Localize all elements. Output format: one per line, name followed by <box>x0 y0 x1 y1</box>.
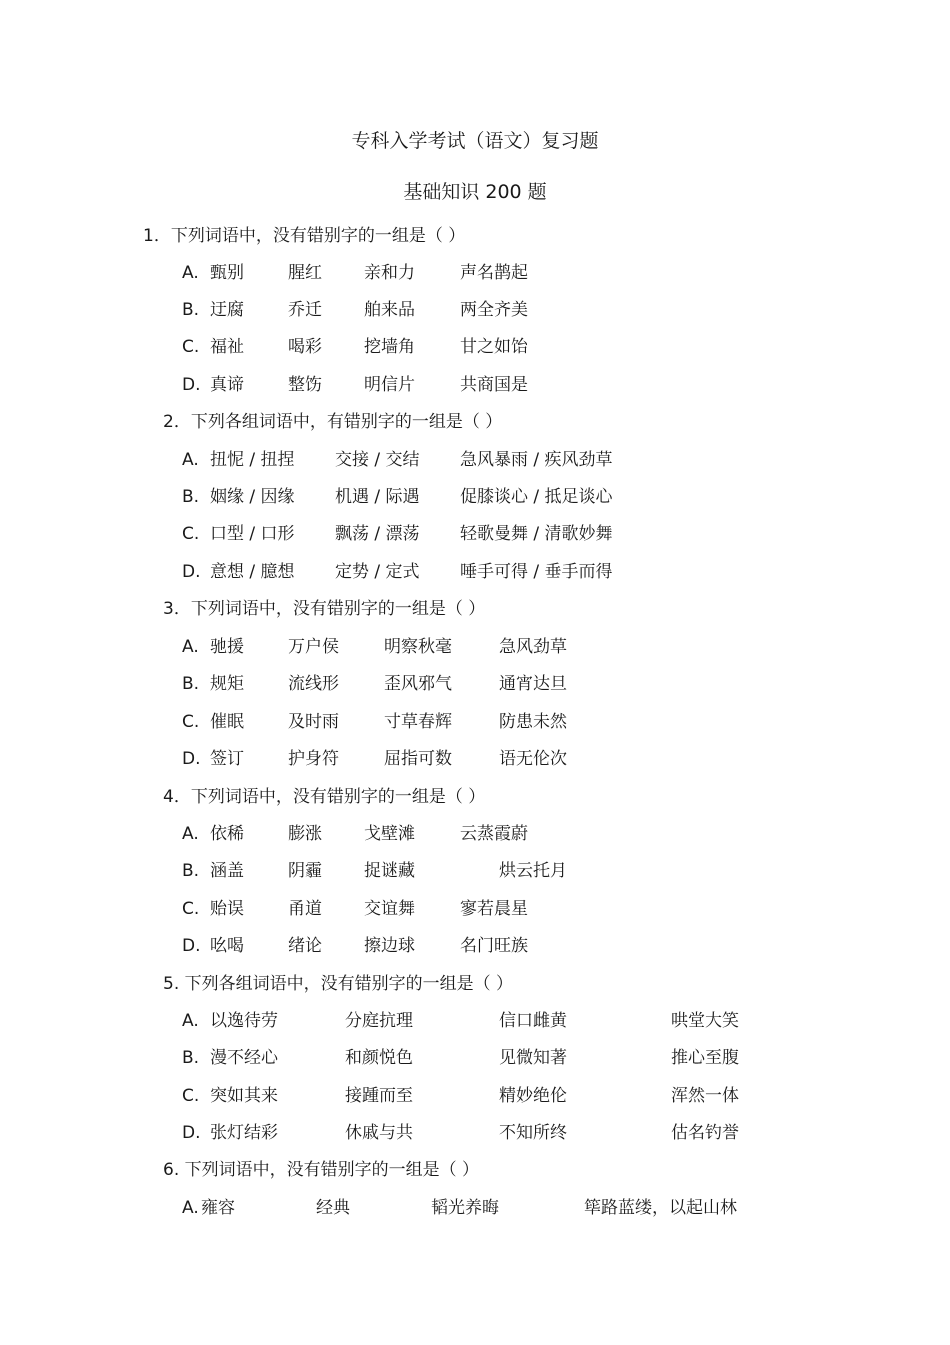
option-letter: B. <box>182 861 200 881</box>
option-item: 舶来品 <box>364 300 415 320</box>
question-stem: 5. 下列各组词语中，没有错别字的一组是（ ） <box>163 974 514 994</box>
option-letter: B. <box>182 674 200 694</box>
option-letter: B. <box>182 1048 200 1068</box>
option-item: 乔迁 <box>288 300 322 320</box>
option-letter: B. <box>182 487 200 507</box>
option-item: 接踵而至 <box>345 1086 413 1106</box>
option-item: 寸草春辉 <box>384 712 452 732</box>
option-item: 签订 <box>210 749 244 769</box>
option-letter: A. <box>182 824 199 844</box>
option-item: 唾手可得 / 垂手而得 <box>460 562 613 582</box>
option-letter: D. <box>182 375 201 395</box>
option-item: 急风劲草 <box>499 637 567 657</box>
option-item: 雍容 <box>201 1198 235 1218</box>
option-item: 擦边球 <box>364 936 415 956</box>
document-title: 专科入学考试（语文）复习题 <box>351 130 599 152</box>
option-item: 共商国是 <box>460 375 528 395</box>
option-item: 哄堂大笑 <box>671 1011 739 1031</box>
option-item: 催眠 <box>210 712 244 732</box>
option-item: 突如其来 <box>210 1086 278 1106</box>
option-item: 浑然一体 <box>671 1086 739 1106</box>
option-item: 张灯结彩 <box>210 1123 278 1143</box>
option-item: 屈指可数 <box>384 749 452 769</box>
option-item: 防患未然 <box>499 712 567 732</box>
option-item: 机遇 / 际遇 <box>335 487 420 507</box>
question-stem: 4．下列词语中，没有错别字的一组是（ ） <box>163 787 486 807</box>
option-item: 两全齐美 <box>460 300 528 320</box>
option-item: 甬道 <box>288 899 322 919</box>
option-letter: A. <box>182 637 199 657</box>
option-letter: A. <box>182 450 199 470</box>
option-item: 信口雌黄 <box>499 1011 567 1031</box>
option-item: 姻缘 / 因缘 <box>210 487 295 507</box>
option-letter: C. <box>182 712 200 732</box>
option-item: 甘之如饴 <box>460 337 528 357</box>
option-item: 轻歌曼舞 / 清歌妙舞 <box>460 524 613 544</box>
option-item: 挖墙角 <box>364 337 415 357</box>
option-item: 筚路蓝缕，以起山林 <box>584 1198 737 1218</box>
option-item: 云蒸霞蔚 <box>460 824 528 844</box>
option-item: 交接 / 交结 <box>335 450 420 470</box>
option-item: 吆喝 <box>210 936 244 956</box>
option-item: 喝彩 <box>288 337 322 357</box>
option-letter: A. <box>182 1011 199 1031</box>
option-item: 漫不经心 <box>210 1048 278 1068</box>
option-item: 交谊舞 <box>364 899 415 919</box>
option-item: 定势 / 定式 <box>335 562 420 582</box>
option-item: 通宵达旦 <box>499 674 567 694</box>
option-item: 扭怩 / 扭捏 <box>210 450 295 470</box>
option-letter: C. <box>182 899 200 919</box>
question-stem: 1．下列词语中，没有错别字的一组是（ ） <box>143 226 466 246</box>
option-item: 流线形 <box>288 674 339 694</box>
option-item: 明信片 <box>364 375 415 395</box>
option-item: 意想 / 臆想 <box>210 562 295 582</box>
option-letter: D. <box>182 562 201 582</box>
option-item: 不知所终 <box>499 1123 567 1143</box>
option-item: 甄别 <box>210 263 244 283</box>
question-stem: 6. 下列词语中，没有错别字的一组是（ ） <box>163 1160 480 1180</box>
option-item: 依稀 <box>210 824 244 844</box>
question-stem: 2．下列各组词语中，有错别字的一组是（ ） <box>163 412 503 432</box>
option-item: 驰援 <box>210 637 244 657</box>
option-item: 膨涨 <box>288 824 322 844</box>
option-item: 亲和力 <box>364 263 415 283</box>
option-item: 名门旺族 <box>460 936 528 956</box>
option-item: 规矩 <box>210 674 244 694</box>
option-item: 歪风邪气 <box>384 674 452 694</box>
option-letter: C. <box>182 337 200 357</box>
option-item: 阴霾 <box>288 861 322 881</box>
option-item: 推心至腹 <box>671 1048 739 1068</box>
option-item: 口型 / 口形 <box>210 524 295 544</box>
option-item: 绪论 <box>288 936 322 956</box>
option-item: 语无伦次 <box>499 749 567 769</box>
option-item: 整饬 <box>288 375 322 395</box>
option-item: 福祉 <box>210 337 244 357</box>
option-item: 韬光养晦 <box>431 1198 499 1218</box>
option-item: 声名鹊起 <box>460 263 528 283</box>
option-item: 及时雨 <box>288 712 339 732</box>
option-item: 护身符 <box>288 749 339 769</box>
option-item: 烘云托月 <box>499 861 567 881</box>
option-item: 经典 <box>316 1198 350 1218</box>
option-item: 见微知著 <box>499 1048 567 1068</box>
option-item: 寥若晨星 <box>460 899 528 919</box>
option-item: 明察秋毫 <box>384 637 452 657</box>
option-item: 捉谜藏 <box>364 861 415 881</box>
option-item: 飘荡 / 漂荡 <box>335 524 420 544</box>
option-letter: D. <box>182 936 201 956</box>
option-item: 急风暴雨 / 疾风劲草 <box>460 450 613 470</box>
option-letter: D. <box>182 1123 201 1143</box>
option-item: 迂腐 <box>210 300 244 320</box>
option-item: 腥红 <box>288 263 322 283</box>
option-item: 促膝谈心 / 抵足谈心 <box>460 487 613 507</box>
question-stem: 3．下列词语中，没有错别字的一组是（ ） <box>163 599 486 619</box>
option-letter: D. <box>182 749 201 769</box>
option-item: 分庭抗理 <box>345 1011 413 1031</box>
option-item: 休戚与共 <box>345 1123 413 1143</box>
option-letter: C. <box>182 1086 200 1106</box>
option-item: 戈壁滩 <box>364 824 415 844</box>
option-item: 和颜悦色 <box>345 1048 413 1068</box>
option-item: 涵盖 <box>210 861 244 881</box>
option-item: 精妙绝伦 <box>499 1086 567 1106</box>
option-item: 以逸待劳 <box>210 1011 278 1031</box>
option-item: 贻误 <box>210 899 244 919</box>
option-item: 真谛 <box>210 375 244 395</box>
option-letter: B. <box>182 300 200 320</box>
option-letter: A. <box>182 1198 199 1218</box>
option-letter: C. <box>182 524 200 544</box>
option-letter: A. <box>182 263 199 283</box>
option-item: 万户侯 <box>288 637 339 657</box>
option-item: 估名钓誉 <box>671 1123 739 1143</box>
document-subtitle: 基础知识 200 题 <box>403 181 547 203</box>
